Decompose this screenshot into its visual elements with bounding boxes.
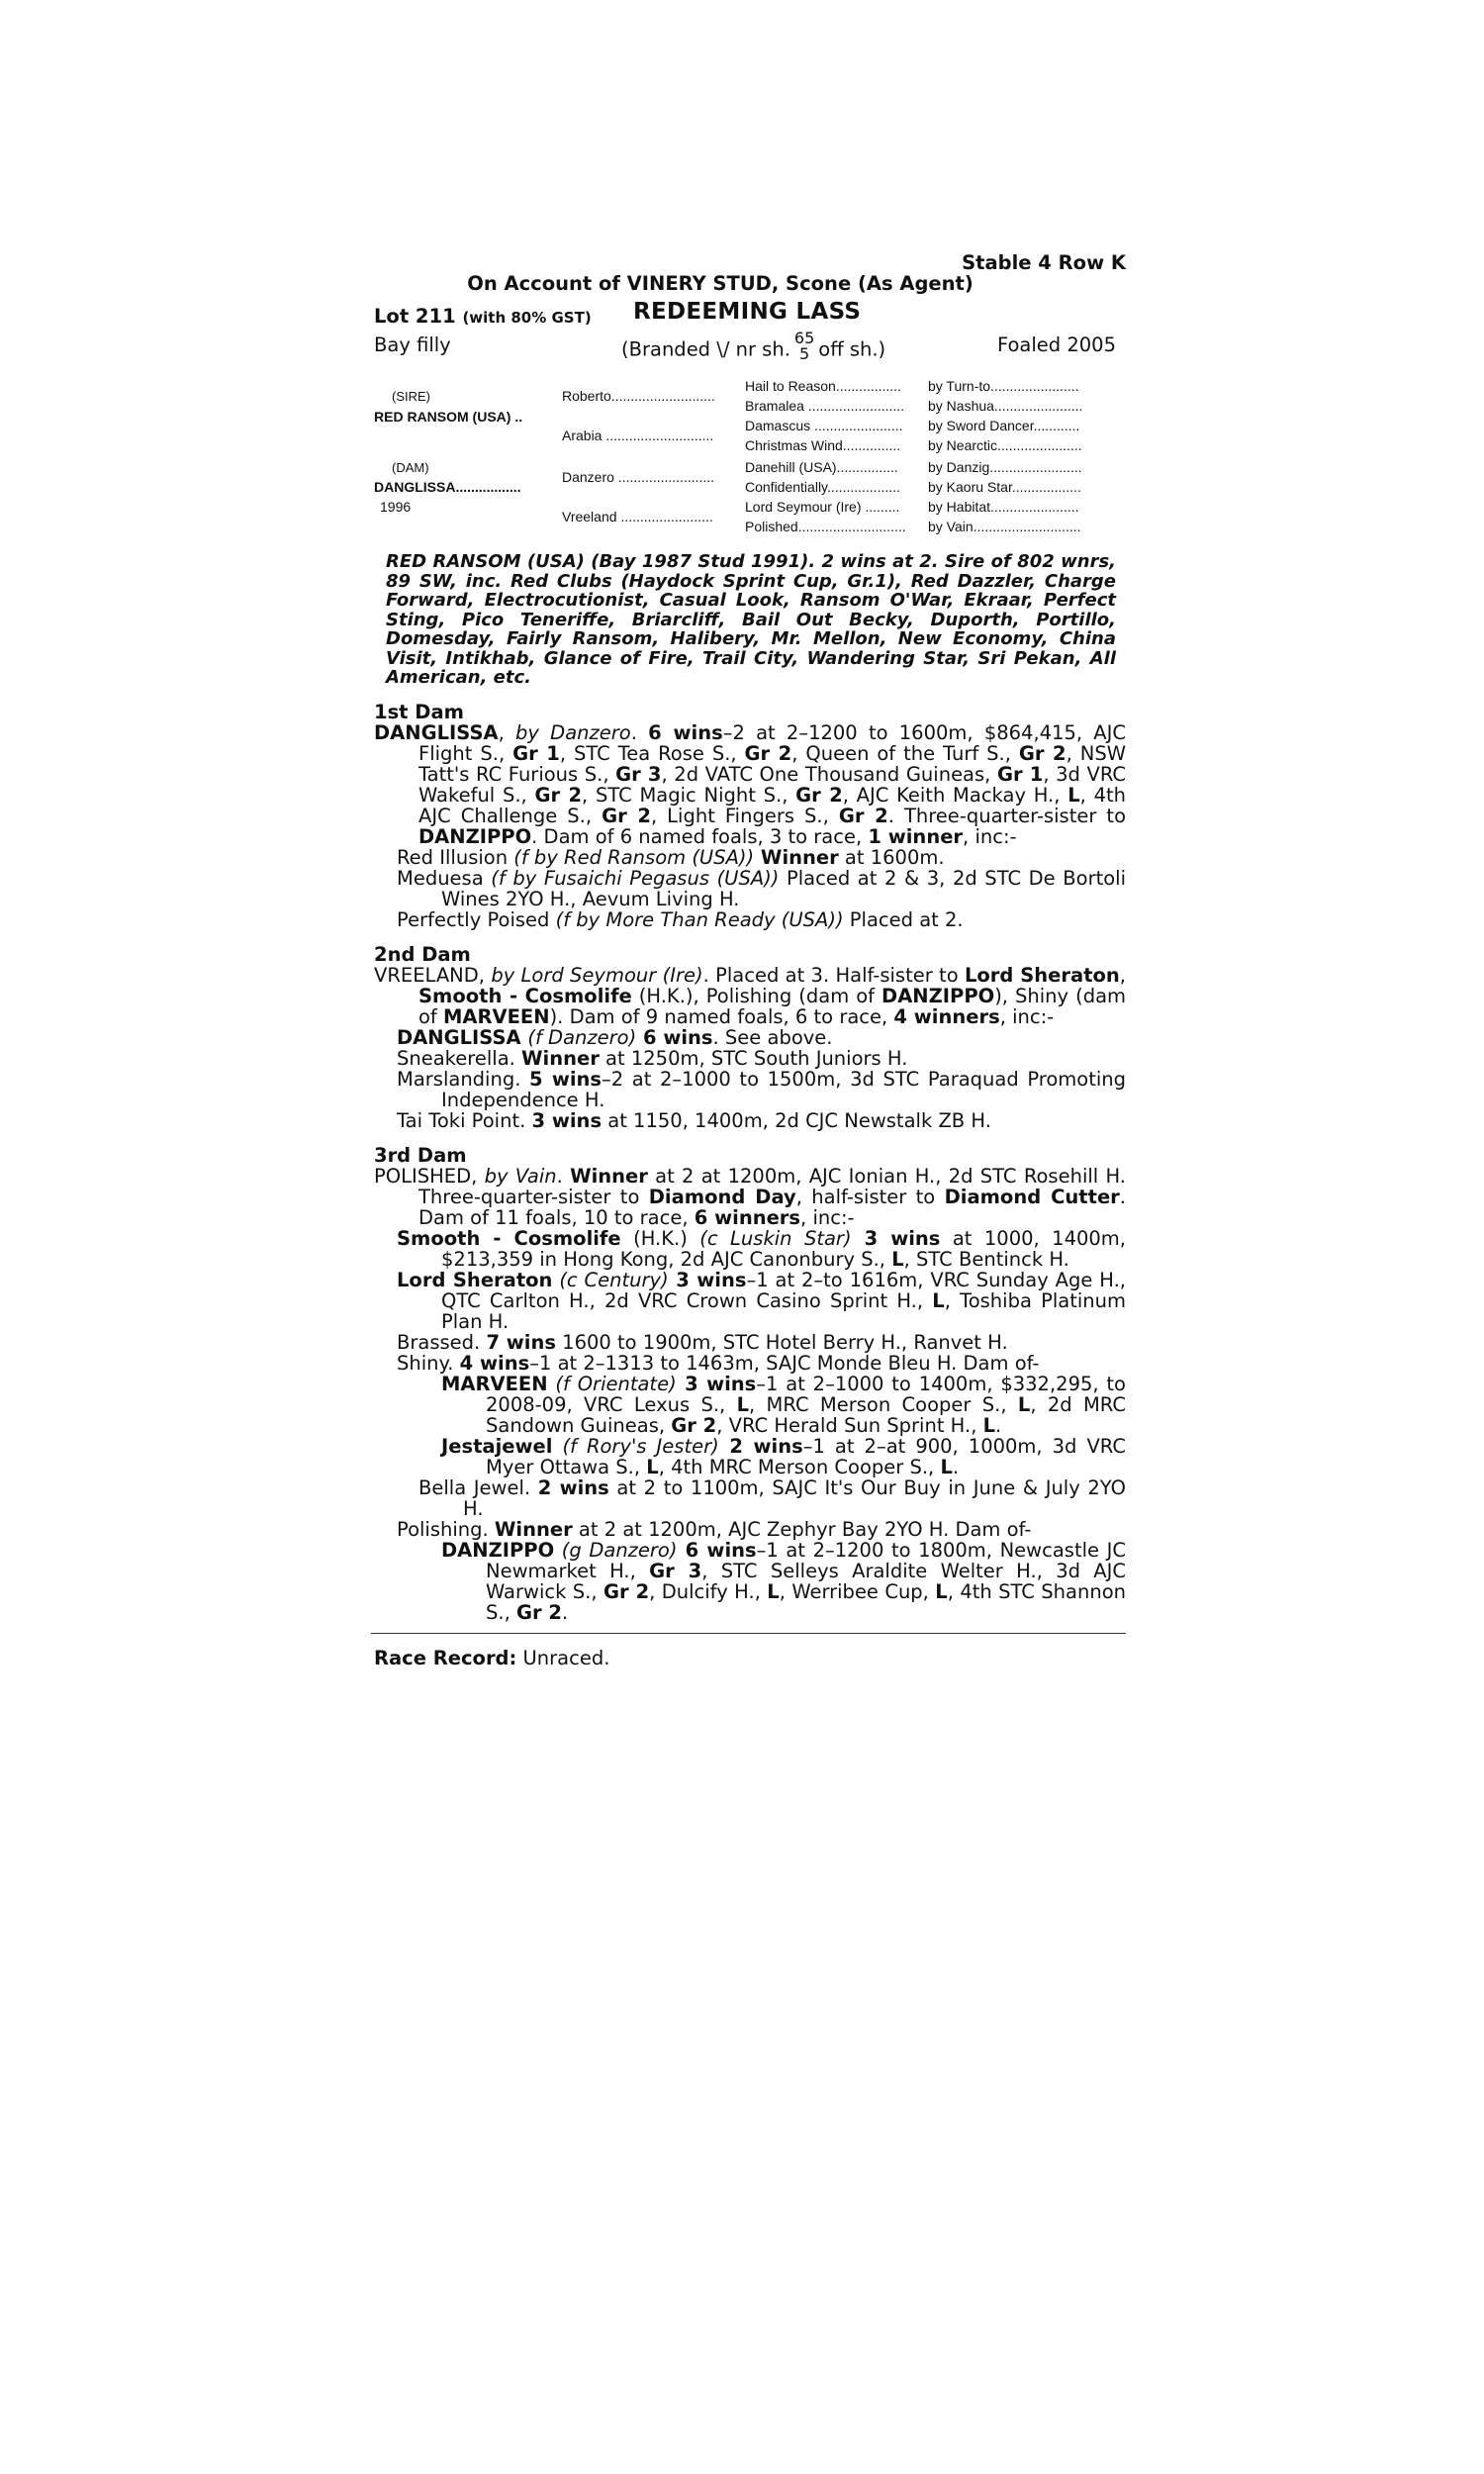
progeny-entry: Shiny. 4 wins–1 at 2–1313 to 1463m, SAJC Monde Bleu H. Dam of-	[397, 1351, 1040, 1375]
pedigree-g3-4: Christmas Wind...............	[745, 437, 901, 453]
progeny-entry: Lord Sheraton (c Century) 3 wins–1 at 2–to 1616m, VRC Sunday Age H., QTC Carlton H., 2d VRC Crown Casino Sprint H., L, Toshiba Platinum Plan H.	[397, 1268, 1126, 1333]
foaled-year: Foaled 2005	[996, 333, 1116, 356]
second-dam-heading: 2nd Dam	[374, 942, 471, 966]
pedigree-g4-8: by Vain............................	[928, 519, 1081, 534]
pedigree-g4-7: by Habitat.......................	[928, 499, 1079, 515]
pedigree-dam-dam: Vreeland ........................	[562, 509, 713, 524]
pedigree-g3-5: Danehill (USA)................	[745, 459, 898, 475]
second-dam-entry: VREELAND, by Lord Seymour (Ire). Placed at 3. Half-sister to Lord Sheraton, Smooth - Cosmolife (H.K.), Polishing (dam of DANZIPPO), Shiny (dam of MARVEEN). Dam of 9 named foals, 6 to race, 4 winners, inc:-	[374, 963, 1127, 1028]
progeny-entry: MARVEEN (f Orientate) 3 wins–1 at 2–1000 to 1400m, $332,295, to 2008-09, VRC Lexus S., L, MRC Merson Cooper S., L, 2d MRC Sandown Guineas, Gr 2, VRC Herald Sun Sprint H., L.	[441, 1372, 1126, 1437]
stable-location: Stable 4 Row K	[962, 251, 1126, 274]
third-dam-heading: 3rd Dam	[374, 1143, 467, 1167]
pedigree-g3-3: Damascus .......................	[745, 418, 903, 433]
pedigree-g4-5: by Danzig........................	[928, 459, 1082, 475]
lot-number: Lot 211 (with 80% GST)	[374, 305, 592, 328]
pedigree-g3-2: Bramalea .........................	[745, 398, 905, 414]
brand-fraction: 65 5	[793, 329, 815, 363]
progeny-entry: DANZIPPO (g Danzero) 6 wins–1 at 2–1200 to 1800m, Newcastle JC Newmarket H., Gr 3, STC Selleys Araldite Welter H., 3d AJC Warwick S., Gr 2, Dulcify H., L, Werribee Cup, L, 4th STC Shannon S., Gr 2.	[441, 1538, 1127, 1624]
first-dam-heading: 1st Dam	[374, 700, 464, 723]
progeny-entry: Brassed. 7 wins 1600 to 1900m, STC Hotel Berry H., Ranvet H.	[397, 1330, 1008, 1354]
pedigree-g4-3: by Sword Dancer............	[928, 418, 1080, 433]
horse-name: REDEEMING LASS	[633, 299, 862, 325]
sire-name: RED RANSOM (USA) ..	[374, 409, 523, 425]
pedigree-table	[374, 370, 1126, 534]
pedigree-sire-dam: Arabia ............................	[562, 428, 714, 443]
pedigree-g4-4: by Nearctic......................	[928, 437, 1082, 453]
description-row	[374, 329, 1126, 366]
progeny-entry: Marslanding. 5 wins–2 at 2–1000 to 1500m, 3d STC Paraquad Promoting Independence H.	[397, 1067, 1127, 1111]
pedigree-g3-7: Lord Seymour (Ire) .........	[745, 499, 900, 515]
pedigree-sire-sire: Roberto...........................	[562, 388, 715, 404]
progeny-entry: Red Illusion (f by Red Ransom (USA)) Winner at 1600m.	[397, 845, 945, 869]
progeny-entry: Tai Toki Point. 3 wins at 1150, 1400m, 2d CJC Newstalk ZB H.	[397, 1108, 991, 1132]
divider	[371, 1633, 1126, 1634]
third-dam-entry: POLISHED, by Vain. Winner at 2 at 1200m, AJC Ionian H., 2d STC Rosehill H. Three-quarter-sister to Diamond Day, half-sister to Diamond Cutter. Dam of 11 foals, 10 to race, 6 winners, inc:-	[374, 1164, 1126, 1229]
progeny-entry: Smooth - Cosmolife (H.K.) (c Luskin Star) 3 wins at 1000, 1400m, $213,359 in Hong Kong, 2d AJC Canonbury S., L, STC Bentinck H.	[397, 1226, 1126, 1271]
sire-label: (SIRE)	[392, 389, 430, 404]
sire-summary: RED RANSOM (USA) (Bay 1987 Stud 1991). 2 wins at 2. Sire of 802 wnrs, 89 SW, inc. Red Clubs (Haydock Sprint Cup, Gr.1), Red Dazzler, Charge Forward, Electrocutionist, Casual Look, Ransom O'War, Ekraar, Perfect Sting, Pico Teneriffe, Briarcliff, Bail Out Becky, Duporth, Portillo, Domesday, Fairly Ransom, Halibery, Mr. Mellon, New Economy, China Visit, Intikhab, Glance of Fire, Trail City, Wandering Star, Sri Pekan, All American, etc.	[386, 551, 1116, 688]
progeny-entry: Meduesa (f by Fusaichi Pegasus (USA)) Placed at 2 & 3, 2d STC De Bortoli Wines 2YO H., Aevum Living H.	[397, 866, 1126, 910]
progeny-entry: Perfectly Poised (f by More Than Ready (USA)) Placed at 2.	[397, 907, 964, 931]
pedigree-g3-8: Polished............................	[745, 519, 906, 534]
progeny-entry: DANGLISSA (f Danzero) 6 wins. See above.	[397, 1025, 833, 1049]
pedigree-g4-6: by Kaoru Star..................	[928, 479, 1081, 495]
pedigree-g3-1: Hail to Reason.................	[745, 378, 901, 394]
pedigree-dam-sire: Danzero .........................	[562, 469, 715, 485]
pedigree-g4-1: by Turn-to.......................	[928, 378, 1079, 394]
vendor-account: On Account of VINERY STUD, Scone (As Agent)	[467, 272, 974, 295]
pedigree-g3-6: Confidentially...................	[745, 479, 900, 495]
dam-year: 1996	[380, 499, 412, 515]
lot-row	[374, 299, 1126, 329]
progeny-entry: Sneakerella. Winner at 1250m, STC South Juniors H.	[397, 1046, 908, 1070]
horse-sex-colour: Bay filly	[374, 333, 451, 356]
brand-info: (Branded \/ nr sh. 65 5 off sh.)	[621, 329, 886, 363]
race-record: Race Record: Unraced.	[374, 1646, 610, 1669]
dam-label: (DAM)	[392, 460, 429, 475]
catalogue-page	[374, 252, 1126, 1668]
pedigree-g4-2: by Nashua.......................	[928, 398, 1083, 414]
first-dam-entry: DANGLISSA, by Danzero. 6 wins–2 at 2–1200 to 1600m, $864,415, AJC Flight S., Gr 1, STC Tea Rose S., Gr 2, Queen of the Turf S., Gr 2, NSW Tatt's RC Furious S., Gr 3, 2d VATC One Thousand Guineas, Gr 1, 3d VRC Wakeful S., Gr 2, STC Magic Night S., Gr 2, AJC Keith Mackay H., L, 4th AJC Challenge S., Gr 2, Light Fingers S., Gr 2. Three-quarter-sister to DANZIPPO. Dam of 6 named foals, 3 to race, 1 winner, inc:-	[374, 720, 1127, 848]
progeny-entry: Bella Jewel. 2 wins at 2 to 1100m, SAJC It's Our Buy in June & July 2YO H.	[418, 1475, 1126, 1520]
progeny-entry: Jestajewel (f Rory's Jester) 2 wins–1 at 2–at 900, 1000m, 3d VRC Myer Ottawa S., L, 4th MRC Merson Cooper S., L.	[441, 1434, 1126, 1478]
progeny-entry: Polishing. Winner at 2 at 1200m, AJC Zephyr Bay 2YO H. Dam of-	[397, 1517, 1032, 1541]
dam-name: DANGLISSA.................	[374, 479, 521, 495]
